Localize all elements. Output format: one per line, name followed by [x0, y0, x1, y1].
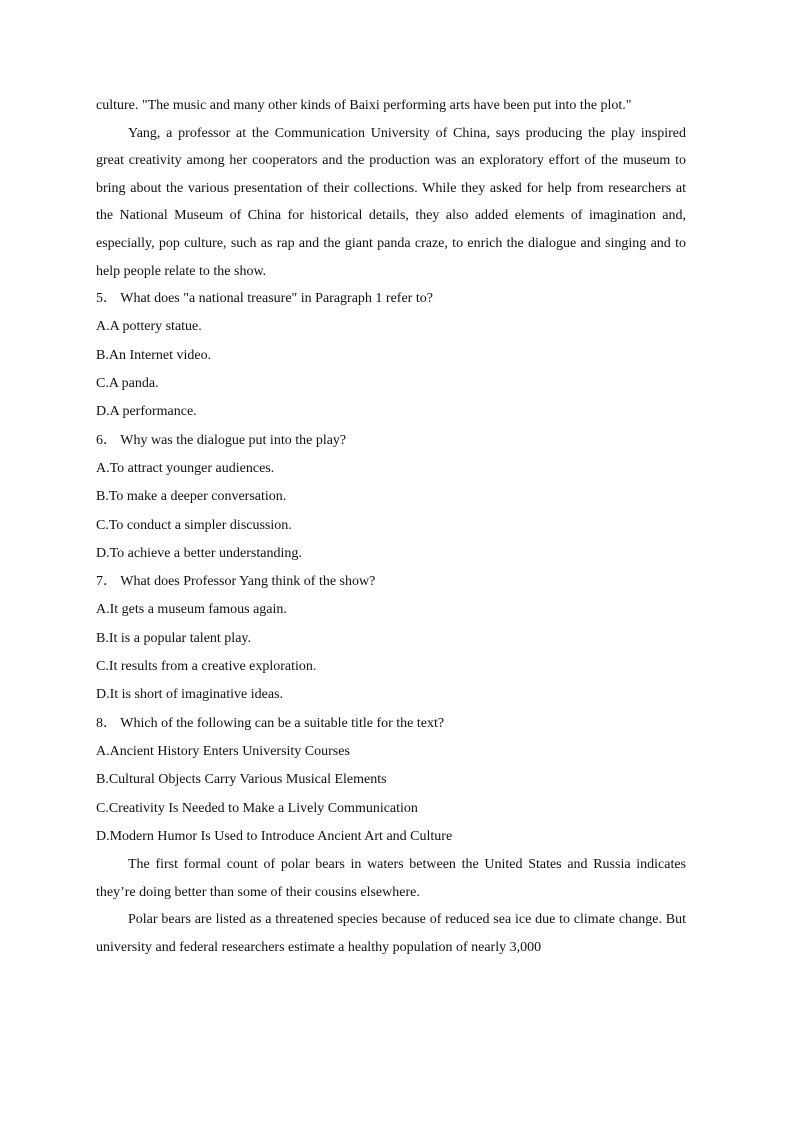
- option-a: A.Ancient History Enters University Courses: [96, 743, 350, 759]
- question-stem: 7． What does Professor Yang think of the show?: [96, 574, 376, 590]
- option-b: B.To make a deeper conversation.: [96, 489, 287, 505]
- option-c: C.It results from a creative exploration.: [96, 659, 317, 675]
- question-stem: 5． What does "a national treasure" in Paragraph 1 refer to?: [96, 291, 433, 307]
- passage-continuation: culture. "The music and many other kinds of Baixi performing arts have been put into the plot.": [96, 98, 632, 113]
- option-c: C.Creativity Is Needed to Make a Lively Communication: [96, 800, 418, 816]
- option-d: D.To achieve a better understanding.: [96, 545, 302, 561]
- option-b: B.Cultural Objects Carry Various Musical Elements: [96, 772, 387, 788]
- question-stem: 8． Which of the following can be a suitable title for the text?: [96, 715, 445, 731]
- question-8: [96, 710, 686, 851]
- question-5: [96, 285, 686, 426]
- question-stem: 6． Why was the dialogue put into the play?: [96, 432, 347, 448]
- option-a: A.It gets a museum famous again.: [96, 602, 287, 618]
- option-a: A.To attract younger audiences.: [96, 460, 275, 476]
- option-b: B.It is a popular talent play.: [96, 630, 251, 646]
- paragraph-polar-bears-2: Polar bears are listed as a threatened species because of reduced sea ice due to climate change. But university and federal researchers estimate a healthy population of nearly 3,000: [96, 912, 686, 955]
- paragraph-yang: Yang, a professor at the Communication University of China, says producing the play inspired great creativity among her cooperators and the production was an exploratory effort of the museum to bring about the various presentation of their collections. While they asked for help from researchers at the National Museum of China for historical details, they also added elements of imagination and, especially, pop culture, such as rap and the giant panda craze, to enrich the dialogue and singing and to help people relate to the show.: [96, 125, 686, 279]
- question-6: [96, 427, 686, 568]
- option-c: C.To conduct a simpler discussion.: [96, 517, 292, 533]
- option-a: A.A pottery statue.: [96, 319, 202, 335]
- document-page: [96, 92, 686, 961]
- option-d: D.A performance.: [96, 404, 197, 420]
- question-7: [96, 568, 686, 709]
- option-c: C.A panda.: [96, 376, 159, 392]
- option-d: D.Modern Humor Is Used to Introduce Ancient Art and Culture: [96, 828, 453, 844]
- paragraph-polar-bears-1: The first formal count of polar bears in waters between the United States and Russia indicates they’re doing better than some of their cousins elsewhere.: [96, 857, 686, 900]
- option-d: D.It is short of imaginative ideas.: [96, 687, 284, 703]
- option-b: B.An Internet video.: [96, 347, 212, 363]
